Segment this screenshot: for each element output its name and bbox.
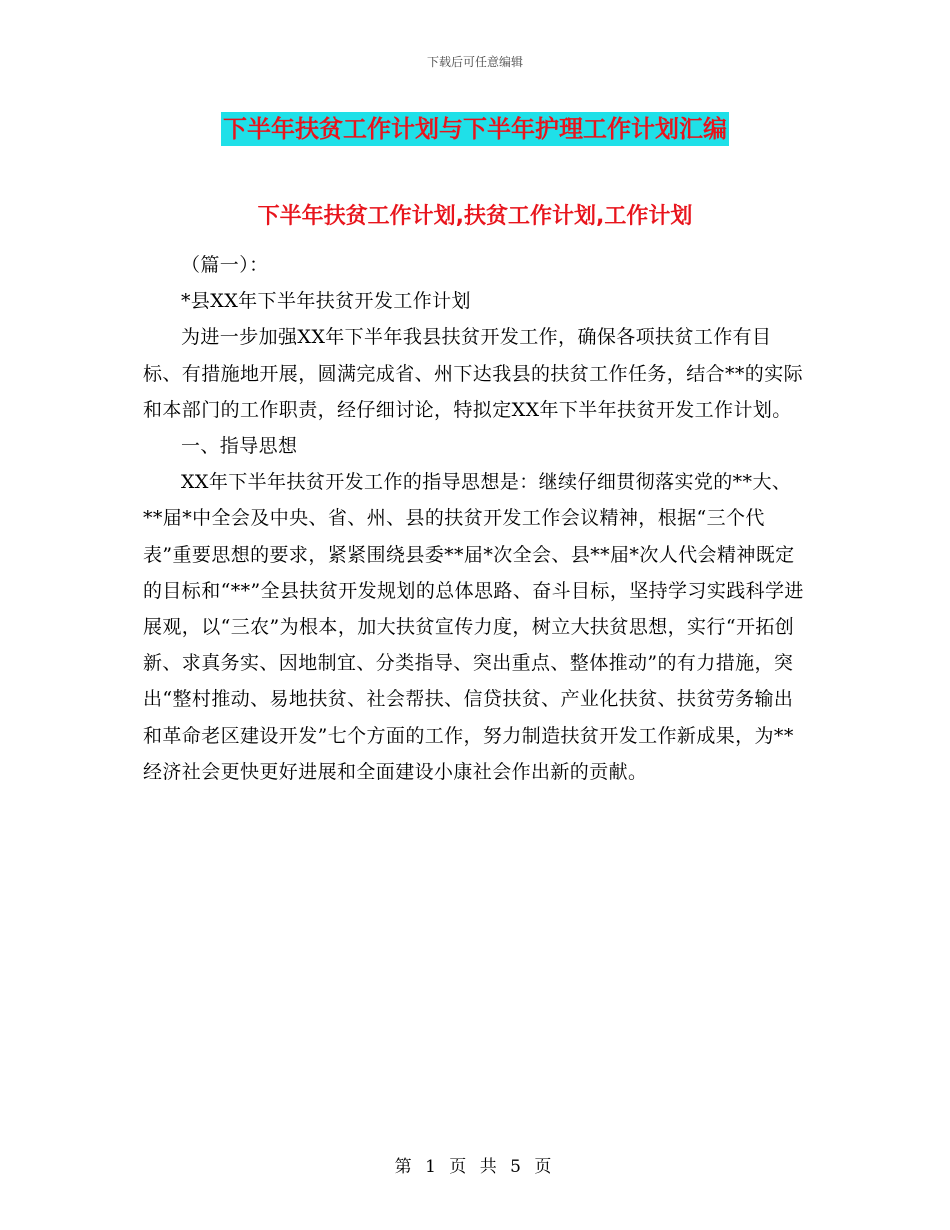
main-title: 下半年扶贫工作计划与下半年护理工作计划汇编 (221, 112, 729, 146)
page-number: 第 1 页 共 5 页 (394, 1157, 556, 1177)
paragraph-intro: 为进一步加强XX年下半年我县扶贫开发工作，确保各项扶贫工作有目标、有措施地开展，圆满完成省、州下达我县的扶贫工作任务，结合**的实际和本部门的工作职责，经仔细讨论，特拟定XX年下半年扶贫开发工作计划。 (143, 326, 804, 421)
paragraph-part-label: （篇一）： (181, 254, 269, 276)
main-title-container (0, 112, 950, 146)
header-note: 下载后可任意编辑 (426, 55, 523, 69)
section-heading: 一、指导思想 (181, 435, 298, 458)
paragraph-plan-name: *县XX年下半年扶贫开发工作计划 (181, 290, 471, 313)
subtitle: 下半年扶贫工作计划,扶贫工作计划,工作计划 (257, 204, 693, 229)
paragraph-guiding-thought: XX年下半年扶贫开发工作的指导思想是：继续仔细贯彻落实党的**大、**届*中全会及中央、省、州、县的扶贫开发工作会议精神，根据“三个代表”重要思想的要求，紧紧围绕县委**届*次全会、县**届*次人代会精神既定的目标和“**”全县扶贫开发规划的总体思路、奋斗目标，坚持学习实践科学进展观，以“三农”为根本，加大扶贫宣传力度，树立大扶贫思想，实行“开拓创新、求真务实、因地制宜、分类指导、突出重点、整体推动”的有力措施，突出“整村推动、易地扶贫、社会帮扶、信贷扶贫、产业化扶贫、扶贫劳务输出和革命老区建设开发”七个方面的工作，努力制造扶贫开发工作新成果，为**经济社会更快更好进展和全面建设小康社会作出新的贡献。 (143, 471, 804, 783)
document-body (143, 247, 808, 790)
